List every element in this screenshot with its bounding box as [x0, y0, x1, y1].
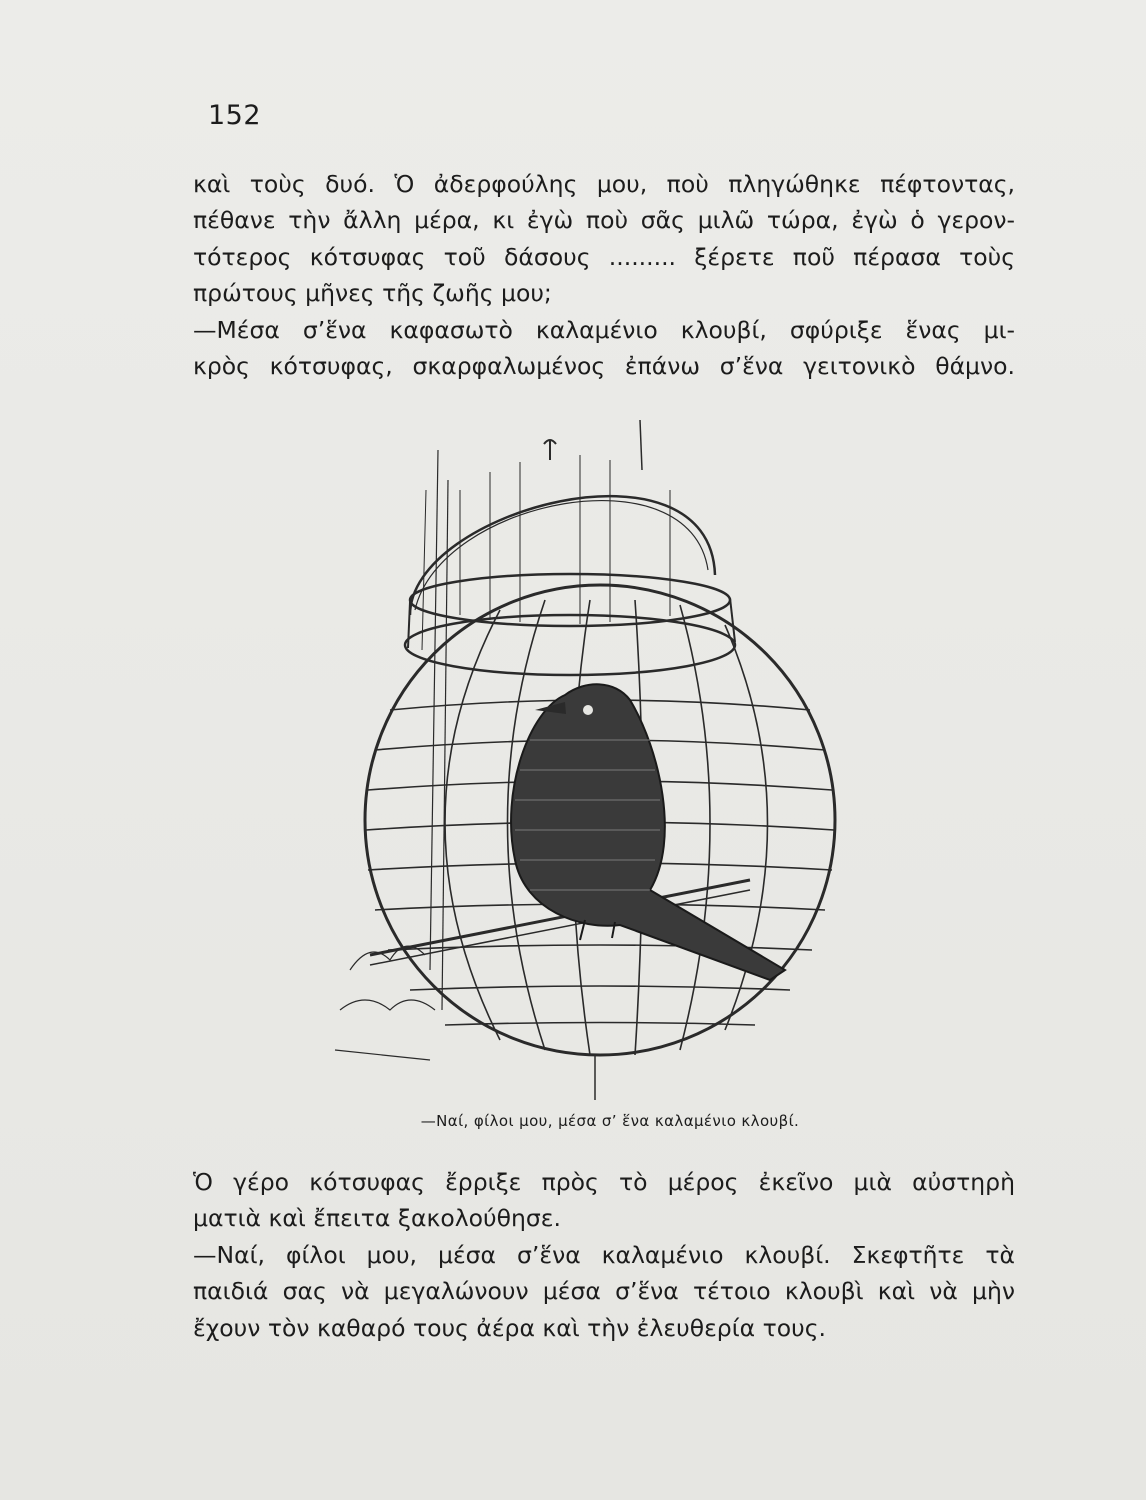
paragraph	[193, 1164, 1015, 1237]
text-line: —Ναί, φίλοι μου, μέσα σ’ἕνα καλαμένιο κλουβί. Σκεφτῆτε τὰ	[193, 1240, 1015, 1269]
page-number: 152	[208, 100, 262, 131]
text-line: πέθανε τὴν ἄλλη μέρα, κι ἐγὼ ποὺ σᾶς μιλῶ τώρα, ἐγὼ ὁ γερον-	[193, 206, 1015, 235]
text-line: Ὁ γέρο κότσυφας ἔρριξε πρὸς τὸ μέρος ἐκεῖνο μιὰ αὐστηρὴ	[193, 1168, 1015, 1196]
text-line: πρώτους μῆνες τῆς ζωῆς μου;	[193, 279, 552, 308]
text-line: τότερος κότσυφας τοῦ δάσους ......... ξέρετε ποῦ πέρασα τοὺς	[193, 242, 1015, 271]
text-line: —Μέσα σ’ἕνα καφασωτὸ καλαμένιο κλουβί, σφύριξε ἕνας μι-	[193, 315, 1015, 344]
paragraph	[193, 1237, 1015, 1346]
top-text-block	[193, 166, 1015, 384]
bottom-text-block	[193, 1164, 1015, 1346]
text-line: ἔχουν τὸν καθαρό τους ἀέρα καὶ τὴν ἐλευθερία τους.	[193, 1313, 827, 1342]
text-line: καὶ τοὺς δυό. Ὁ ἀδερφούλης μου, ποὺ πληγώθηκε πέφτοντας,	[193, 170, 1015, 198]
text-line: κρὸς κότσυφας, σκαρφαλωμένος ἐπάνω σ’ἕνα γειτονικὸ θάμνο.	[193, 352, 1015, 381]
paragraph	[193, 166, 1015, 312]
blackbird-figure	[511, 684, 785, 980]
text-line: παιδιά σας νὰ μεγαλώνουν μέσα σ’ἕνα τέτοιο κλουβὶ καὶ νὰ μὴν	[193, 1277, 1015, 1306]
illustration-caption: —Ναί, φίλοι μου, μέσα σ’ ἕνα καλαμένιο κλουβί.	[420, 1112, 800, 1130]
blackbird-cage-illustration	[330, 410, 890, 1110]
text-line: ματιὰ καὶ ἔπειτα ξακολούθησε.	[193, 1204, 561, 1233]
paragraph	[193, 312, 1015, 385]
